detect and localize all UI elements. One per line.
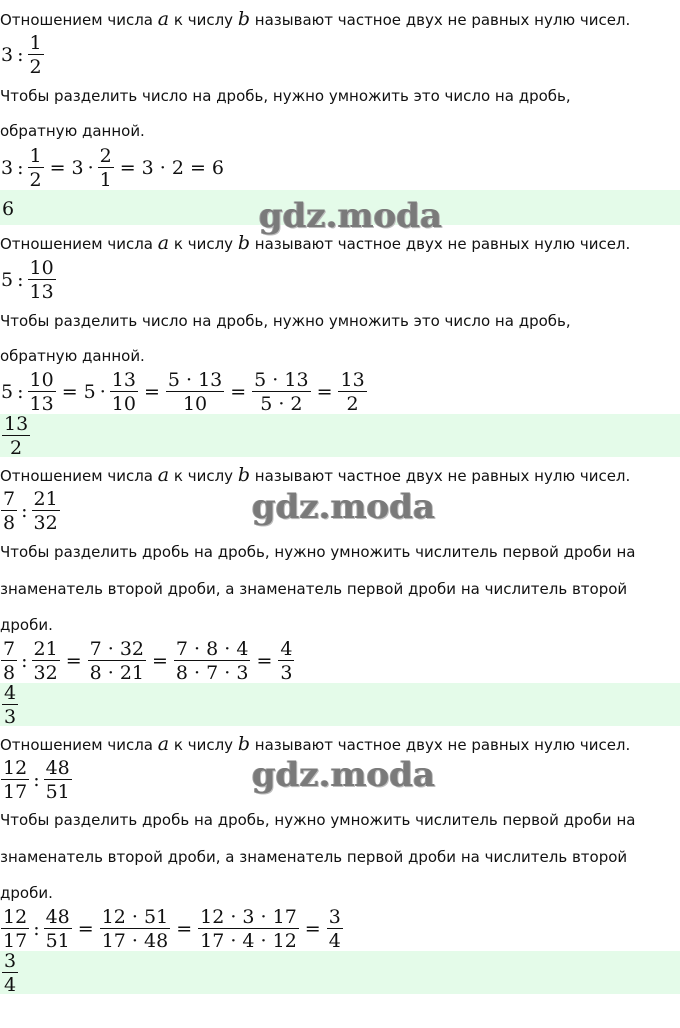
expression: $\frac{12}{17}$ : $\frac{48}{51}$: [3, 758, 70, 802]
rule-text: знаменатель второй дроби, а знаменатель первой дроби на числитель второй: [0, 580, 628, 598]
variable-a: a: [157, 464, 170, 486]
answer-band: [0, 683, 680, 726]
solution: 3 : $\frac{1}{2}$ = 3 · $\frac{2}{1}$ = 3 · 2 = 6: [1, 146, 224, 190]
definition-text: Отношением числа a к числу b называют частное двух не равных нулю чисел.: [0, 8, 631, 30]
answer: 6: [2, 198, 15, 220]
watermark: gdz.moda: [252, 487, 436, 527]
solution: 5 : $\frac{10}{13}$ = 5 · $\frac{13}{10}$ = $\frac{5 \cdot 13}{10}$ = $\frac{5 \cdot 13}{5 \cdot 2}$ = $\frac{13}{2}$: [1, 370, 365, 414]
expression: 5 : $\frac{10}{13}$: [1, 258, 54, 302]
rule-text: Чтобы разделить число на дробь, нужно умножить это число на дробь,: [0, 87, 571, 105]
rule-text: обратную данной.: [0, 122, 145, 140]
variable-a: a: [157, 232, 170, 254]
solution: $\frac{7}{8}$ : $\frac{21}{32}$ = $\frac{7 \cdot 32}{8 \cdot 21}$ = $\frac{7 \cdot 8 \cdot 4}{8 \cdot 7 \cdot 3}$ = $\frac{4}{3}$: [3, 639, 293, 683]
rule-text: знаменатель второй дроби, а знаменатель первой дроби на числитель второй: [0, 848, 628, 866]
watermark: gdz.moda: [252, 755, 436, 795]
rule-text: Чтобы разделить число на дробь, нужно умножить это число на дробь,: [0, 312, 571, 330]
fraction: $\frac{1}{2}$: [29, 33, 42, 77]
answer: $\frac{3}{4}$: [4, 951, 17, 994]
variable-b: b: [237, 232, 250, 254]
definition-text: Отношением числа a к числу b называют частное двух не равных нулю чисел.: [0, 733, 631, 755]
expression: 3 : $\frac{1}{2}$: [1, 33, 42, 77]
solution: $\frac{12}{17}$ : $\frac{48}{51}$ = $\frac{12 \cdot 51}{17 \cdot 48}$ = $\frac{12 \cdot 3 \cdot 17}{17 \cdot 4 \cdot 12}$ = $\frac{3}{4}$: [3, 907, 341, 951]
rule-text: Чтобы разделить дробь на дробь, нужно умножить числитель первой дроби на: [0, 543, 636, 561]
answer-band: [0, 414, 680, 457]
variable-b: b: [237, 464, 250, 486]
answer: $\frac{13}{2}$: [4, 414, 29, 457]
variable-b: b: [237, 733, 250, 755]
variable-b: b: [237, 8, 250, 30]
answer: $\frac{4}{3}$: [4, 683, 17, 726]
rule-text: Чтобы разделить дробь на дробь, нужно умножить числитель первой дроби на: [0, 811, 636, 829]
definition-text: Отношением числа a к числу b называют частное двух не равных нулю чисел.: [0, 232, 631, 254]
rule-text: дроби.: [0, 884, 53, 902]
answer-band: [0, 951, 680, 994]
rule-text: обратную данной.: [0, 347, 145, 365]
variable-a: a: [157, 8, 170, 30]
variable-a: a: [157, 733, 170, 755]
definition-text: Отношением числа a к числу b называют частное двух не равных нулю чисел.: [0, 464, 631, 486]
watermark: gdz.moda: [259, 196, 443, 236]
rule-text: дроби.: [0, 616, 53, 634]
expression: $\frac{7}{8}$ : $\frac{21}{32}$: [3, 489, 58, 533]
